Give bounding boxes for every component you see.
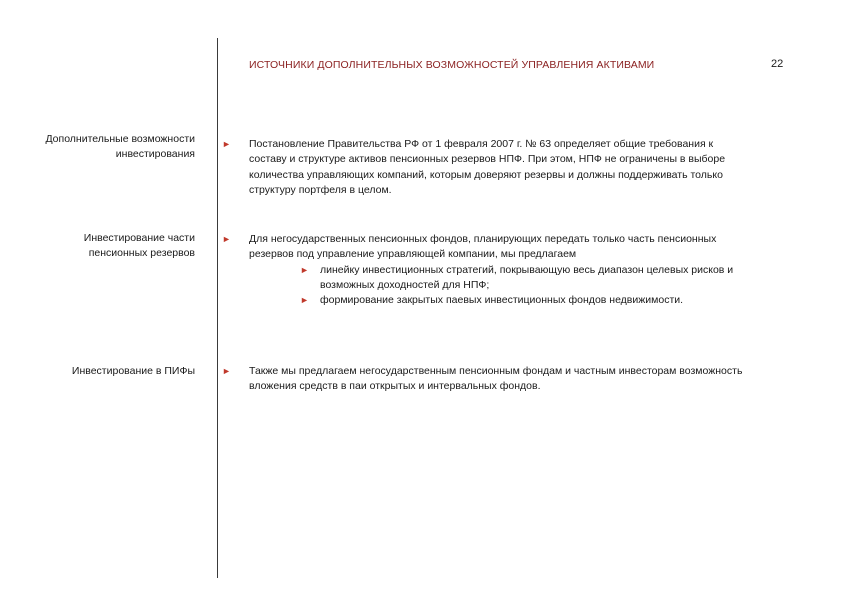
page-title: ИСТОЧНИКИ ДОПОЛНИТЕЛЬНЫХ ВОЗМОЖНОСТЕЙ УПРАВЛЕНИЯ АКТИВАМИ xyxy=(249,59,655,71)
sub-list-item xyxy=(249,293,749,308)
sub-list-item xyxy=(249,263,749,294)
sub-list-item-text: формирование закрытых паевых инвестиционных фондов недвижимости. xyxy=(320,294,684,307)
vertical-divider xyxy=(217,38,218,578)
sub-list-item-text: линейку инвестиционных стратегий, покрывающую весь диапазон целевых рисков и возможных доходностей для НПФ; xyxy=(320,263,734,291)
section-label-additional-investing: Дополнительные возможности инвестирования xyxy=(45,133,195,160)
paragraph-partial-reserves xyxy=(249,232,749,308)
paragraph-mutual-funds: Также мы предлагаем негосударственным пенсионным фондам и частным инвесторам возможность вложения средств в паи открытых и интервальных фондов. xyxy=(249,365,743,393)
bullet-marker-icon: ► xyxy=(222,234,231,244)
paragraph-partial-reserves-intro: Для негосударственных пенсионных фондов, планирующих передать только часть пенсионных резервов под управление управляющей компании, мы предлагаем xyxy=(249,233,717,261)
bullet-marker-icon: ► xyxy=(222,139,231,149)
section-label-mutual-funds: Инвестирование в ПИФы xyxy=(71,365,195,377)
bullet-marker-icon: ► xyxy=(222,366,231,376)
sub-bullet-marker-icon: ► xyxy=(300,295,309,306)
section-label-partial-reserves: Инвестирование части пенсионных резервов xyxy=(83,232,195,259)
sub-bullet-marker-icon: ► xyxy=(300,264,309,275)
paragraph-regulation: Постановление Правительства РФ от 1 февраля 2007 г. № 63 определяет общие требования к составу и структуре активов пенсионных резервов НПФ. При этом, НПФ не ограничены в выборе количества управляющих компаний, которым доверяют резервы и должны поддерживать только структуру портфеля в целом. xyxy=(249,138,726,196)
page-number: 22 xyxy=(771,58,784,70)
